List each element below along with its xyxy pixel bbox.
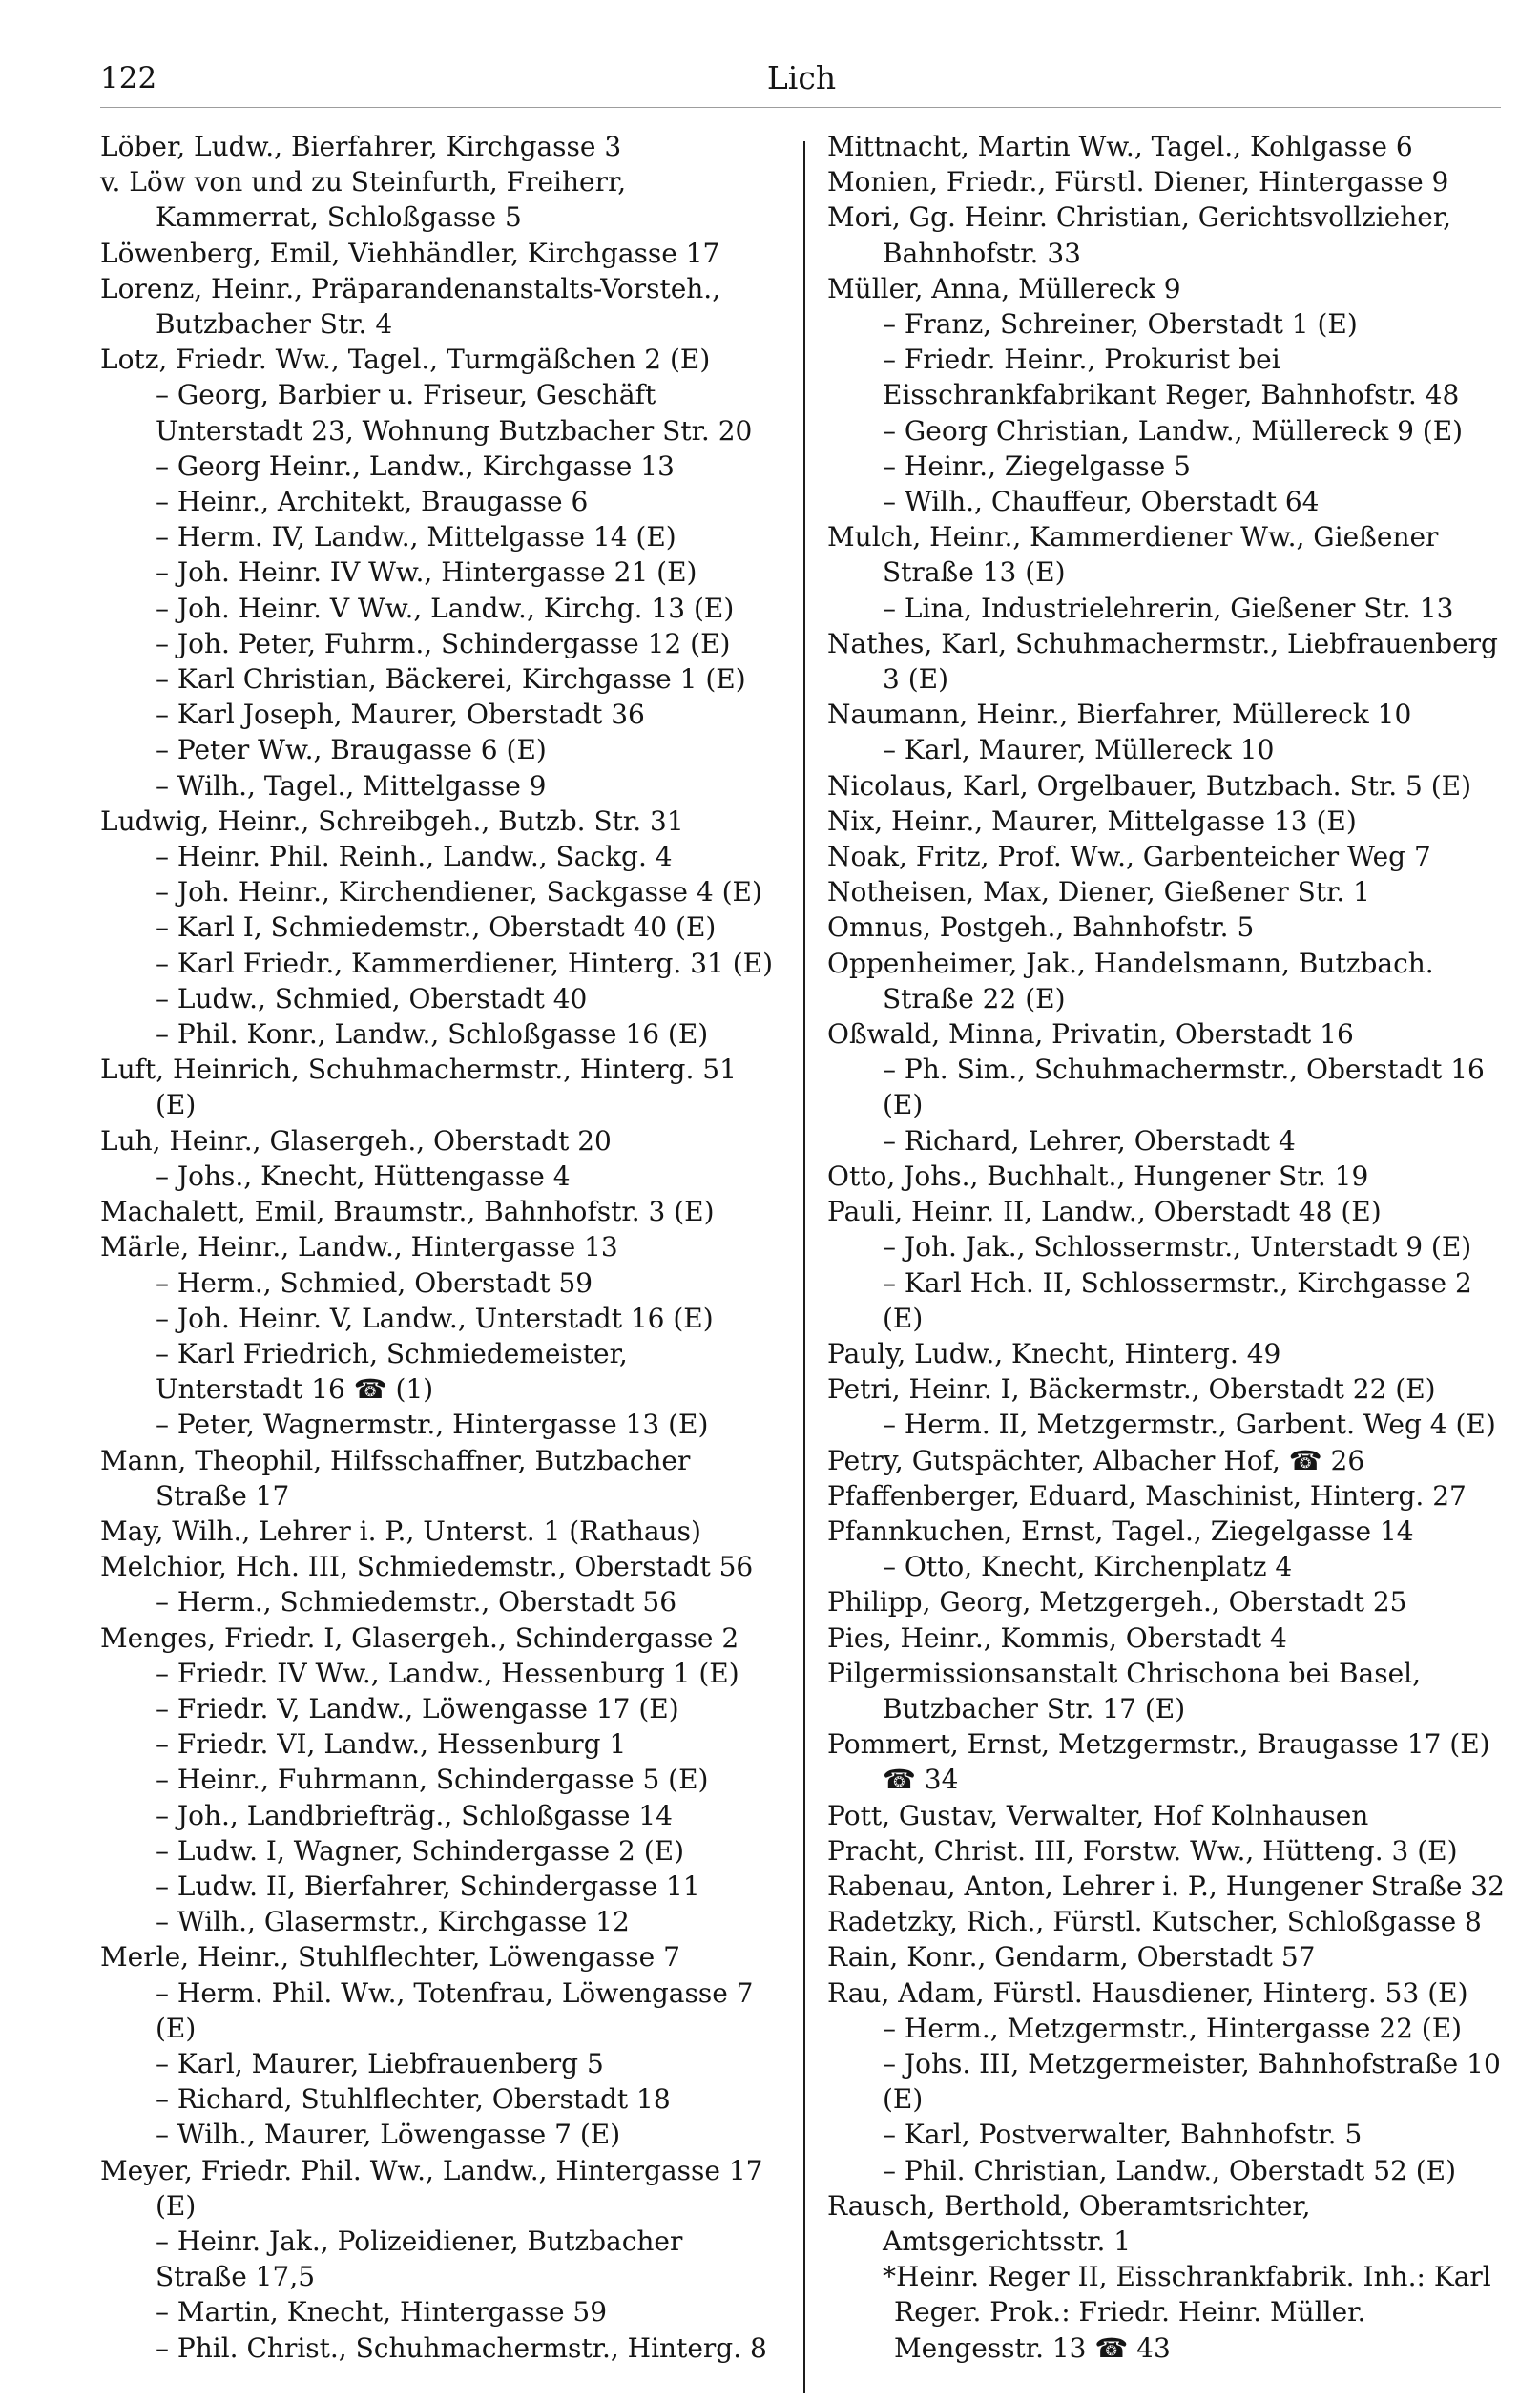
directory-entry: – Friedr. VI, Landw., Hessenburg 1 [156, 1728, 627, 1761]
directory-entry: – Phil. Christian, Landw., Oberstadt 52 (E) [883, 2154, 1457, 2186]
directory-entry: – Karl, Maurer, Liebfrauenberg 5 [156, 2047, 604, 2079]
directory-entry: Petri, Heinr. I, Bäckermstr., Oberstadt 22 (E) [827, 1373, 1436, 1406]
directory-entry: Pfaffenberger, Eduard, Maschinist, Hinterg. 27 [827, 1479, 1467, 1512]
page-header [100, 59, 1503, 105]
directory-entry: May, Wilh., Lehrer i. P., Unterst. 1 (Rathaus) [100, 1515, 701, 1547]
directory-entry: Noak, Fritz, Prof. Ww., Garbenteicher Weg 7 [827, 841, 1431, 873]
directory-entry: Nathes, Karl, Schuhmachermstr., Liebfrauenberg 3 (E) [827, 627, 1498, 696]
directory-entry: Merle, Heinr., Stuhlflechter, Löwengasse 7 [100, 1941, 680, 1974]
directory-entry: Märle, Heinr., Landw., Hintergasse 13 [100, 1231, 618, 1264]
directory-entry: – Joh. Heinr. V Ww., Landw., Kirchg. 13 (E) [156, 592, 735, 624]
directory-entry: Löwenberg, Emil, Viehhändler, Kirchgasse 17 [100, 237, 720, 269]
directory-entry: – Peter, Wagnermstr., Hintergasse 13 (E) [156, 1409, 709, 1441]
right-column [827, 129, 1507, 2366]
directory-entry: Löber, Ludw., Bierfahrer, Kirchgasse 3 [100, 131, 622, 162]
directory-entry: Nix, Heinr., Maurer, Mittelgasse 13 (E) [827, 804, 1357, 837]
directory-entry: – Karl, Postverwalter, Bahnhofstr. 5 [883, 2119, 1363, 2151]
directory-entry: Pommert, Ernst, Metzgermstr., Braugasse 17 (E) ☎ 34 [827, 1728, 1490, 1796]
directory-entry: – Joh. Heinr., Kirchendiener, Sackgasse 4 (E) [156, 876, 762, 909]
directory-entry: Rabenau, Anton, Lehrer i. P., Hungener Straße 32 [827, 1870, 1505, 1902]
directory-entry: Pies, Heinr., Kommis, Oberstadt 4 [827, 1621, 1287, 1654]
directory-entry: Machalett, Emil, Braumstr., Bahnhofstr. 3 (E) [100, 1196, 715, 1228]
directory-entry: – Phil. Christ., Schuhmachermstr., Hinterg. 8 [156, 2331, 767, 2364]
directory-entry: – Ludw. II, Bierfahrer, Schindergasse 11 [156, 1870, 700, 1902]
directory-entry: – Johs., Knecht, Hüttengasse 4 [156, 1160, 571, 1192]
directory-entry: Petry, Gutspächter, Albacher Hof, ☎ 26 [827, 1444, 1365, 1476]
directory-entry: Müller, Anna, Müllereck 9 [827, 272, 1181, 304]
directory-entry: – Georg Heinr., Landw., Kirchgasse 13 [156, 449, 675, 482]
directory-entry: – Karl Christian, Bäckerei, Kirchgasse 1 (E) [156, 663, 746, 696]
directory-entry: – Karl I, Schmiedemstr., Oberstadt 40 (E) [156, 911, 717, 944]
directory-entry: – Wilh., Maurer, Löwengasse 7 (E) [156, 2119, 621, 2151]
directory-entry: – Ludw., Schmied, Oberstadt 40 [156, 982, 588, 1014]
directory-entry: Oppenheimer, Jak., Handelsmann, Butzbach. Straße 22 (E) [827, 947, 1434, 1014]
directory-entry: – Georg, Barbier u. Friseur, Geschäft Unterstadt 23, Wohnung Butzbacher Str. 20 [156, 379, 753, 447]
directory-entry: – Wilh., Chauffeur, Oberstadt 64 [883, 486, 1320, 518]
directory-entry: – Heinr., Fuhrmann, Schindergasse 5 (E) [156, 1764, 709, 1796]
directory-entry: Monien, Friedr., Fürstl. Diener, Hintergasse 9 [827, 166, 1449, 199]
directory-entry: Melchior, Hch. III, Schmiedemstr., Oberstadt 56 [100, 1551, 754, 1583]
directory-entry: Mann, Theophil, Hilfsschaffner, Butzbacher Straße 17 [100, 1444, 691, 1512]
directory-entry: Oßwald, Minna, Privatin, Oberstadt 16 [827, 1018, 1354, 1051]
directory-entry: – Richard, Stuhlflechter, Oberstadt 18 [156, 2083, 671, 2116]
left-column [100, 129, 780, 2366]
directory-entry: Pauli, Heinr. II, Landw., Oberstadt 48 (E) [827, 1196, 1382, 1228]
directory-entry: – Peter Ww., Braugasse 6 (E) [156, 734, 547, 766]
directory-entry: – Joh. Heinr. V, Landw., Unterstadt 16 (E) [156, 1302, 714, 1334]
directory-entry: Pauly, Ludw., Knecht, Hinterg. 49 [827, 1337, 1281, 1369]
directory-entry: – Franz, Schreiner, Oberstadt 1 (E) [883, 308, 1358, 341]
directory-entry: – Herm. II, Metzgermstr., Garbent. Weg 4 (E) [883, 1409, 1496, 1441]
directory-entry: – Phil. Konr., Landw., Schloßgasse 16 (E) [156, 1018, 709, 1051]
directory-entry: – Johs. III, Metzgermeister, Bahnhofstraße 10 (E) [883, 2047, 1501, 2116]
directory-entry: – Richard, Lehrer, Oberstadt 4 [883, 1124, 1296, 1157]
directory-entry: – Ludw. I, Wagner, Schindergasse 2 (E) [156, 1834, 685, 1867]
directory-entry: – Heinr. Jak., Polizeidiener, Butzbacher Straße 17,5 [156, 2225, 683, 2293]
directory-entry: Ludwig, Heinr., Schreibgeh., Butzb. Str. 31 [100, 804, 684, 837]
directory-entry: – Heinr. Phil. Reinh., Landw., Sackg. 4 [156, 841, 673, 873]
directory-entry: – Heinr., Architekt, Braugasse 6 [156, 486, 589, 518]
directory-entry: Rain, Konr., Gendarm, Oberstadt 57 [827, 1941, 1316, 1974]
directory-entry: Menges, Friedr. I, Glasergeh., Schindergasse 2 [100, 1621, 739, 1654]
directory-entry: Pracht, Christ. III, Forstw. Ww., Hütteng. 3 (E) [827, 1834, 1458, 1867]
directory-entry: – Joh. Peter, Fuhrm., Schindergasse 12 (E) [156, 627, 731, 659]
directory-entry: Nicolaus, Karl, Orgelbauer, Butzbach. Str. 5 (E) [827, 769, 1472, 802]
directory-entry: Mulch, Heinr., Kammerdiener Ww., Gießener Straße 13 (E) [827, 521, 1439, 589]
directory-entry: – Herm. Phil. Ww., Totenfrau, Löwengasse 7 (E) [156, 1976, 754, 2044]
directory-entry: – Herm., Metzgermstr., Hintergasse 22 (E) [883, 2012, 1463, 2044]
directory-entry: Mittnacht, Martin Ww., Tagel., Kohlgasse 6 [827, 131, 1413, 162]
directory-entry: – Joh. Heinr. IV Ww., Hintergasse 21 (E) [156, 556, 697, 589]
directory-entry: Luft, Heinrich, Schuhmachermstr., Hinterg. 51 (E) [100, 1054, 737, 1121]
directory-entry: – Ph. Sim., Schuhmachermstr., Oberstadt 16 (E) [883, 1054, 1485, 1121]
directory-entry: – Karl Joseph, Maurer, Oberstadt 36 [156, 699, 645, 731]
directory-entry: – Wilh., Glasermstr., Kirchgasse 12 [156, 1906, 630, 1938]
directory-entry: – Karl, Maurer, Müllereck 10 [883, 734, 1275, 766]
directory-entry: – Martin, Knecht, Hintergasse 59 [156, 2296, 608, 2329]
directory-entry: Rau, Adam, Fürstl. Hausdiener, Hinterg. 53 (E) [827, 1976, 1468, 2009]
directory-entry: v. Löw von und zu Steinfurth, Freiherr, Kammerrat, Schloßgasse 5 [100, 166, 627, 234]
directory-footnote: *Heinr. Reger II, Eisschrankfabrik. Inh.: Karl Reger. Prok.: Friedr. Heinr. Müller. Mengesstr. 13 ☎ 43 [883, 2261, 1491, 2364]
directory-entry: Pfannkuchen, Ernst, Tagel., Ziegelgasse 14 [827, 1515, 1414, 1547]
directory-entry: – Friedr. Heinr., Prokurist bei Eisschrankfabrikant Reger, Bahnhofstr. 48 [883, 344, 1460, 411]
directory-entry: Meyer, Friedr. Phil. Ww., Landw., Hintergasse 17 (E) [100, 2154, 763, 2222]
directory-entry: Rausch, Berthold, Oberamtsrichter, Amtsgerichtsstr. 1 [827, 2189, 1311, 2257]
directory-entry: – Herm. IV, Landw., Mittelgasse 14 (E) [156, 521, 676, 554]
directory-entry: Pilgermissionsanstalt Chrischona bei Basel, Butzbacher Str. 17 (E) [827, 1657, 1422, 1724]
directory-entry: – Lina, Industrielehrerin, Gießener Str. 13 [883, 592, 1454, 624]
directory-entry: – Herm., Schmied, Oberstadt 59 [156, 1266, 593, 1299]
directory-entry: Notheisen, Max, Diener, Gießener Str. 1 [827, 876, 1370, 909]
directory-entry: – Karl Friedrich, Schmiedemeister, Unterstadt 16 ☎ (1) [156, 1337, 628, 1406]
directory-entry: Philipp, Georg, Metzgergeh., Oberstadt 25 [827, 1586, 1407, 1619]
directory-entry: – Friedr. V, Landw., Löwengasse 17 (E) [156, 1692, 679, 1724]
directory-entry: Radetzky, Rich., Fürstl. Kutscher, Schloßgasse 8 [827, 1906, 1482, 1938]
directory-entry: Mori, Gg. Heinr. Christian, Gerichtsvollzieher, Bahnhofstr. 33 [827, 201, 1452, 269]
directory-entry: Luh, Heinr., Glasergeh., Oberstadt 20 [100, 1124, 612, 1157]
page-number: 122 [100, 61, 157, 95]
directory-entry: – Joh., Landbriefträg., Schloßgasse 14 [156, 1799, 673, 1831]
directory-entry: – Heinr., Ziegelgasse 5 [883, 449, 1191, 482]
directory-entry: Pott, Gustav, Verwalter, Hof Kolnhausen [827, 1799, 1369, 1831]
running-head: Lich [766, 59, 837, 96]
directory-entry: Lotz, Friedr. Ww., Tagel., Turmgäßchen 2 (E) [100, 344, 711, 376]
header-rule [100, 107, 1501, 108]
directory-entry: – Wilh., Tagel., Mittelgasse 9 [156, 769, 547, 802]
directory-entry: – Friedr. IV Ww., Landw., Hessenburg 1 (E) [156, 1657, 739, 1689]
directory-entry: – Herm., Schmiedemstr., Oberstadt 56 [156, 1586, 677, 1619]
directory-entry: Omnus, Postgeh., Bahnhofstr. 5 [827, 911, 1255, 944]
column-divider [803, 141, 805, 2393]
directory-entry: – Otto, Knecht, Kirchenplatz 4 [883, 1551, 1293, 1583]
directory-entry: – Karl Hch. II, Schlossermstr., Kirchgasse 2 (E) [883, 1266, 1472, 1334]
directory-entry: Lorenz, Heinr., Präparandenanstalts-Vorsteh., Butzbacher Str. 4 [100, 272, 721, 341]
directory-entry: Otto, Johs., Buchhalt., Hungener Str. 19 [827, 1160, 1369, 1192]
directory-entry: – Joh. Jak., Schlossermstr., Unterstadt 9 (E) [883, 1231, 1472, 1264]
directory-entry: – Karl Friedr., Kammerdiener, Hinterg. 31 (E) [156, 947, 774, 979]
directory-entry: Naumann, Heinr., Bierfahrer, Müllereck 10 [827, 699, 1412, 731]
directory-entry: – Georg Christian, Landw., Müllereck 9 (E) [883, 414, 1464, 447]
